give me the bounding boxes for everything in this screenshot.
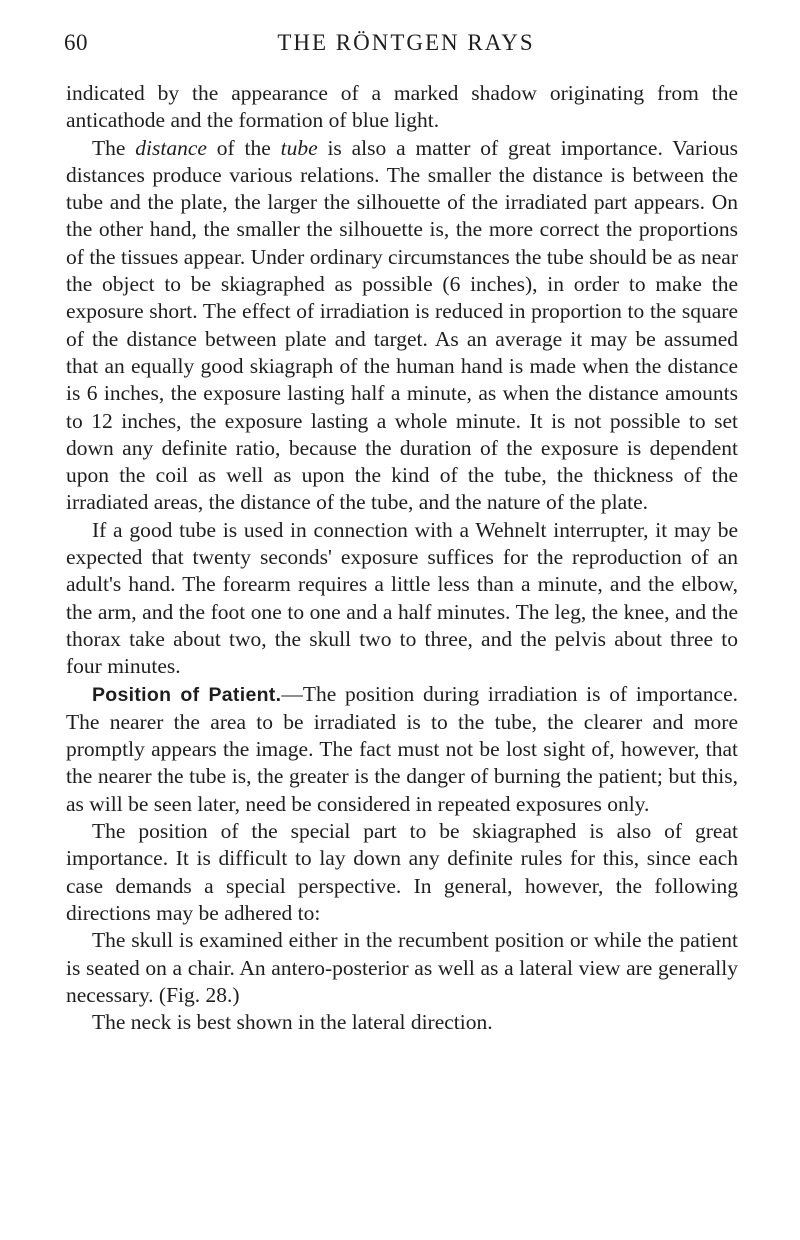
running-title: THE RÖNTGEN RAYS <box>277 30 535 55</box>
paragraph-skull: The skull is examined either in the recumbent position or while the patient is seated on a chair. An antero-posterior as well as a lateral view are generally necessary. (Fig. 28.) <box>66 928 738 1007</box>
paragraph-distance-of-tube: The distance of the tube is also a matter of great importance. Various distances produce various relations. The smaller the distance is between the tube and the plate, the larger the silhouette of the irradiated part appears. On the other hand, the smaller the silhouette is, the more correct the proportions of the tissues appear. Under ordinary circumstances the tube should be as near the object to be skiagraphed as possible (6 inches), in order to make the exposure short. The effect of irradiation is reduced in proportion to the square of the distance between plate and target. As an average it may be assumed that an equally good skiagraph of the human hand is made when the distance is 6 inches, the exposure lasting half a minute, as when the distance amounts to 12 inches, the exposure lasting a whole minute. It is not possible to set down any definite ratio, because the duration of the exposure is dependent upon the coil as well as upon the kind of the tube, the thickness of the irradiated areas, the distance of the tube, and the nature of the plate. <box>66 135 738 515</box>
section-heading: Position of Patient. <box>92 683 282 706</box>
emphasis-tube: tube <box>280 135 318 160</box>
paragraph-wehnelt-interrupter: If a good tube is used in connection with a Wehnelt interrupter, it may be expected that twenty seconds' exposure suffices for the reproduction of an adult's hand. The forearm requires a little less than a minute, and the elbow, the arm, and the foot one to one and a half minutes. The leg, the knee, and the thorax take about two, the skull two to three, and the pelvis about three to four minutes. <box>66 517 738 679</box>
paragraph-continuation: indicated by the appearance of a marked shadow originating from the anticathode and the formation of blue light. <box>66 81 738 133</box>
paragraph-position-of-patient: Position of Patient.—The position during irradiation is of importance. The nearer the area to be irradiated is to the tube, the clearer and more promptly appears the image. The fact must not be lost sight of, however, that the nearer the tube is, the greater is the danger of burning the patient; but this, as will be seen later, need be considered in repeated exposures only. <box>66 681 738 816</box>
page-header <box>64 30 736 66</box>
emphasis-distance: distance <box>135 135 207 160</box>
paragraph-neck: The neck is best shown in the lateral direction. <box>92 1010 493 1035</box>
body-text <box>66 80 738 1036</box>
page-number: 60 <box>64 30 88 55</box>
paragraph-special-part: The position of the special part to be skiagraphed is also of great importance. It is difficult to lay down any definite rules for this, since each case demands a special perspective. In general, however, the following directions may be adhered to: <box>66 819 738 925</box>
